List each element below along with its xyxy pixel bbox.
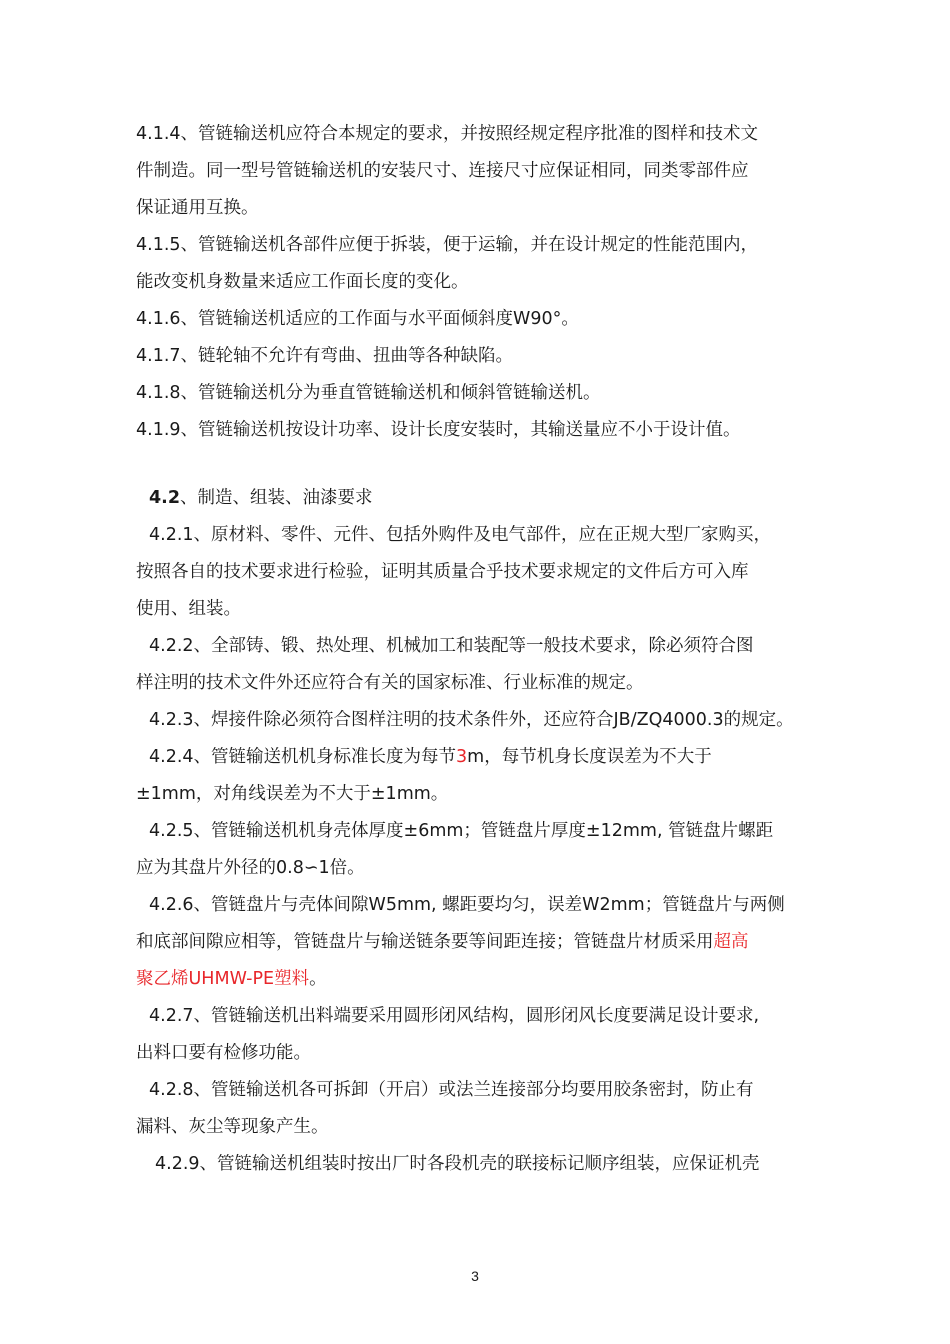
section-heading-4-2 <box>136 480 826 517</box>
paragraph-4-1-6: 4.1.6、管链输送机适应的工作面与水平面倾斜度W90°。 <box>136 309 579 329</box>
highlighted-text: 超高 <box>713 932 749 952</box>
text-line <box>136 961 826 998</box>
paragraph-4-1-5 <box>136 227 826 301</box>
text-line: ±1mm，对角线误差为不大于±1mm。 <box>136 784 449 804</box>
paragraph-4-1-7: 4.1.7、链轮轴不允许有弯曲、扭曲等各种缺陷。 <box>136 346 514 366</box>
paragraph-4-2-7 <box>136 998 826 1072</box>
text-line: 4.2.8、管链输送机各可拆卸（开启）或法兰连接部分均要用胶条密封，防止有 <box>149 1080 754 1100</box>
text-line: 应为其盘片外径的0.8∽1倍。 <box>136 858 365 878</box>
text-line: 4.2.1、原材料、零件、元件、包括外购件及电气部件，应在正规大型厂家购买， <box>149 525 772 545</box>
text-line: 能改变机身数量来适应工作面长度的变化。 <box>136 272 469 292</box>
highlighted-text: 3 <box>456 747 468 767</box>
paragraph-4-2-5 <box>136 813 826 887</box>
text-line: 4.2.5、管链输送机机身壳体厚度±6mm；管链盘片厚度±12mm, 管链盘片螺距 <box>149 821 774 841</box>
text-run: 。 <box>309 969 327 989</box>
paragraph-4-2-4 <box>136 739 826 813</box>
heading-text: 、制造、组装、油漆要求 <box>180 488 373 508</box>
text-line: 保证通用互换。 <box>136 198 259 218</box>
text-line <box>136 739 826 776</box>
text-line: 4.2.2、全部铸、锻、热处理、机械加工和装配等一般技术要求，除必须符合图 <box>149 636 754 656</box>
page-body <box>136 116 826 1183</box>
paragraph-4-1-9: 4.1.9、管链输送机按设计功率、设计长度安装时，其输送量应不小于设计值。 <box>136 420 741 440</box>
heading-number: 4.2 <box>149 488 181 508</box>
paragraph-4-1-4 <box>136 116 826 227</box>
text-run: 4.2.4、管链输送机机身标准长度为每节 <box>149 747 457 767</box>
paragraph-4-2-8 <box>136 1072 826 1146</box>
highlighted-text: 聚乙烯UHMW-PE塑料 <box>136 969 310 989</box>
text-line: 出料口要有检修功能。 <box>136 1043 311 1063</box>
text-run: m，每节机身长度误差为不大于 <box>467 747 712 767</box>
text-line: 4.1.5、管链输送机各部件应便于拆装，便于运输，并在设计规定的性能范围内， <box>136 235 759 255</box>
text-line: 4.1.4、管链输送机应符合本规定的要求，并按照经规定程序批准的图样和技术文 <box>136 124 759 144</box>
text-line: 漏料、灰尘等现象产生。 <box>136 1117 329 1137</box>
text-line: 使用、组装。 <box>136 599 241 619</box>
paragraph-4-2-2 <box>136 628 826 702</box>
section-spacer <box>136 449 826 480</box>
text-run: 和底部间隙应相等，管链盘片与输送链条要等间距连接；管链盘片材质采用 <box>136 932 714 952</box>
page-number: 3 <box>471 1268 479 1284</box>
text-line: 4.2.7、管链输送机出料端要采用圆形闭风结构，圆形闭风长度要满足设计要求, <box>149 1006 760 1026</box>
text-line <box>136 924 826 961</box>
text-line: 件制造。同一型号管链输送机的安装尺寸、连接尺寸应保证相同，同类零部件应 <box>136 161 749 181</box>
text-line: 4.2.9、管链输送机组装时按出厂时各段机壳的联接标记顺序组装，应保证机壳 <box>155 1154 760 1174</box>
text-line: 样注明的技术文件外还应符合有关的国家标准、行业标准的规定。 <box>136 673 644 693</box>
paragraph-4-2-6 <box>136 887 826 998</box>
paragraph-4-1-8: 4.1.8、管链输送机分为垂直管链输送机和倾斜管链输送机。 <box>136 383 601 403</box>
text-line: 4.2.6、管链盘片与壳体间隙W5mm, 螺距要均匀，误差W2mm；管链盘片与两侧 <box>149 895 785 915</box>
paragraph-4-2-3: 4.2.3、焊接件除必须符合图样注明的技术条件外，还应符合JB/ZQ4000.3的规定。 <box>149 710 794 730</box>
paragraph-4-2-1 <box>136 517 826 628</box>
text-line: 按照各自的技术要求进行检验，证明其质量合乎技术要求规定的文件后方可入库 <box>136 562 749 582</box>
paragraph-4-2-9 <box>136 1146 826 1183</box>
